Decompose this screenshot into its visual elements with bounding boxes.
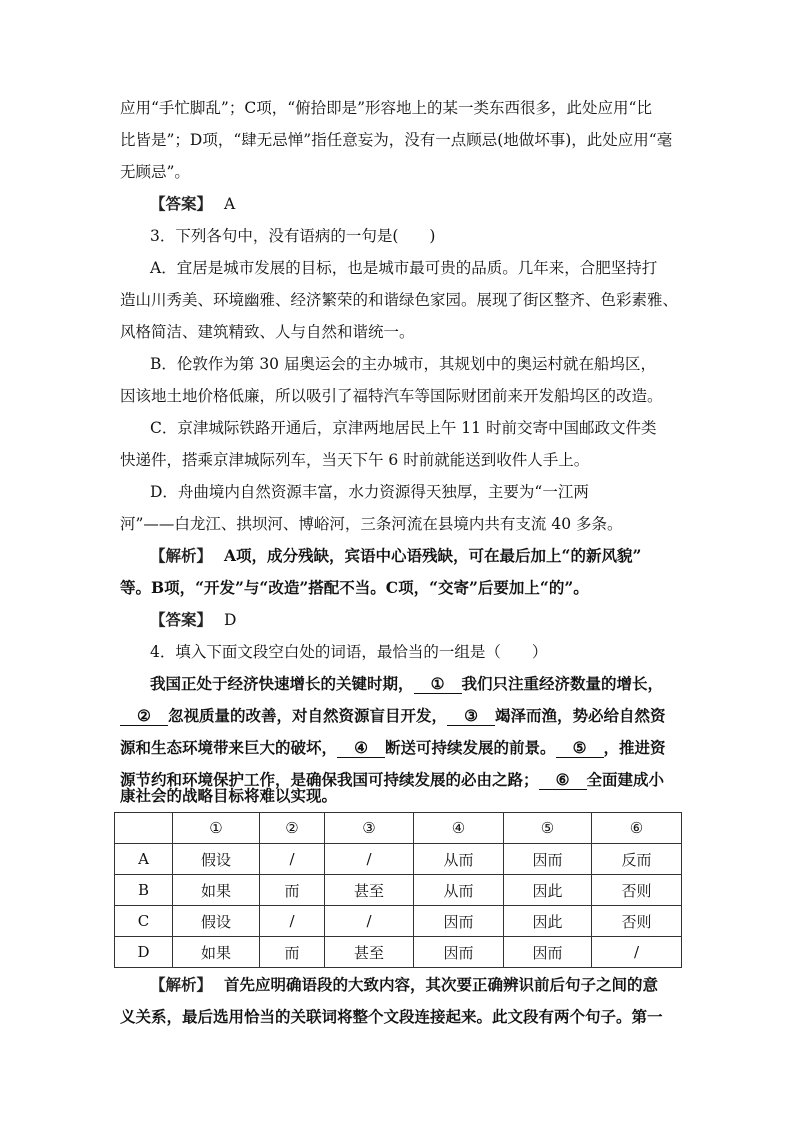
- analysis-label: 【解析】: [150, 975, 213, 994]
- passage-line: [150, 674, 680, 694]
- table-cell: /: [325, 844, 414, 875]
- analysis-line: 等。B项，“开发”与“改造”搭配不当。C项，“交寄”后要加上“的”。: [120, 578, 589, 597]
- passage-text: 源和生态环境带来巨大的破坏，: [120, 738, 338, 757]
- table-cell: 假设: [173, 844, 260, 875]
- passage-text: 源节约和环境保护工作，是确保我国可持续发展的必由之路；: [120, 770, 539, 789]
- table-cell: 甚至: [325, 875, 414, 906]
- question-stem: 4．填入下面文段空白处的词语，最恰当的一组是（ ）: [150, 643, 548, 661]
- blank-4: ④: [337, 739, 385, 758]
- passage-text: 我国正处于经济快速增长的关键时期，: [150, 674, 414, 693]
- table-row: [115, 844, 682, 875]
- option-d-line: 河”——白龙江、拱坝河、博峪河，三条河流在县境内共有支流 40 多条。: [120, 515, 623, 533]
- table-cell: 因此: [504, 906, 592, 937]
- passage-text: ，推进资: [603, 738, 666, 757]
- answer-label: 【答案】: [150, 194, 213, 213]
- blank-2: ②: [120, 707, 168, 726]
- analysis-line: 义关系，最后选用恰当的关联词将整个文段连接起来。此文段有两个句子。第一: [120, 1007, 663, 1026]
- question-stem: 3．下列各句中，没有语病的一句是( ): [150, 227, 436, 245]
- answer-value: D: [224, 611, 237, 629]
- passage-line: 康社会的战略目标将难以实现。: [120, 786, 338, 805]
- table-row: [115, 875, 682, 906]
- text-line: 比皆是”；D项，“肆无忌惮”指任意妄为，没有一点顾忌(地做坏事)，此处应用“毫: [120, 131, 673, 149]
- table-cell: 甚至: [325, 937, 414, 968]
- table-cell: A: [115, 844, 173, 875]
- analysis-line: [150, 546, 680, 566]
- table-cell: ⑥: [592, 813, 682, 844]
- passage-line: [120, 738, 680, 758]
- table-cell: 因而: [504, 844, 592, 875]
- table-cell: 因而: [504, 937, 592, 968]
- option-b-line: B．伦敦作为第 30 届奥运会的主办城市，其规划中的奥运村就在船坞区，: [150, 355, 656, 373]
- passage-text: 忽视质量的改善，对自然资源盲目开发，: [168, 706, 448, 725]
- passage-text: 竭泽而渔，势必给自然资: [495, 706, 666, 725]
- table-cell: ①: [173, 813, 260, 844]
- table-cell: 反而: [592, 844, 682, 875]
- table-cell: 假设: [173, 906, 260, 937]
- table-cell: 因而: [414, 906, 504, 937]
- text-line: 无顾忌”。: [120, 163, 190, 181]
- table-cell: /: [260, 906, 325, 937]
- answer-label: 【答案】: [150, 610, 213, 629]
- answer-line: [150, 610, 680, 630]
- table-cell: 否则: [592, 875, 682, 906]
- table-cell: ③: [325, 813, 414, 844]
- table-cell: /: [260, 844, 325, 875]
- analysis-text: A项，成分残缺，宾语中心语残缺，可在最后加上“的新风貌”: [224, 546, 642, 565]
- option-c-line: 快递件，搭乘京津城际列车，当天下午 6 时前就能送到收件人手上。: [120, 451, 590, 469]
- blank-5: ⑤: [556, 739, 604, 758]
- passage-line: [120, 706, 680, 726]
- option-b-line: 因该地土地价格低廉，所以吸引了福特汽车等国际财团前来开发船坞区的改造。: [120, 387, 663, 405]
- table-cell: 如果: [173, 937, 260, 968]
- table-cell: 从而: [414, 844, 504, 875]
- table-cell: 而: [260, 875, 325, 906]
- option-c-line: C．京津城际铁路开通后，京津两地居民上午 11 时前交寄中国邮政文件类: [150, 419, 657, 437]
- table-cell: /: [592, 937, 682, 968]
- option-a-line: A．宜居是城市发展的目标，也是城市最可贵的品质。几年来，合肥坚持打: [150, 259, 658, 277]
- answer-line: [150, 194, 680, 214]
- blank-3: ③: [447, 707, 495, 726]
- option-a-line: 风格简洁、建筑精致、人与自然和谐统一。: [120, 323, 415, 341]
- option-d-line: D．舟曲境内自然资源丰富，水力资源得天独厚，主要为“一江两: [150, 483, 589, 501]
- analysis-text: 首先应明确语段的大致内容，其次要正确辨识前后句子之间的意: [224, 975, 659, 994]
- table-cell: 否则: [592, 906, 682, 937]
- table-row: [115, 906, 682, 937]
- table-header-row: [115, 813, 682, 844]
- analysis-label: 【解析】: [150, 546, 213, 565]
- table-cell: 因而: [414, 937, 504, 968]
- blank-1: ①: [414, 675, 462, 694]
- table-row: [115, 937, 682, 968]
- option-a-line: 造山川秀美、环境幽雅、经济繁荣的和谐绿色家园。展现了街区整齐、色彩素雅、: [120, 291, 679, 309]
- table-cell: 从而: [414, 875, 504, 906]
- table-cell: 而: [260, 937, 325, 968]
- text-line: 应用“手忙脚乱”；C项，“俯拾即是”形容地上的某一类东西很多，此处应用“比: [120, 99, 652, 117]
- table-cell: B: [115, 875, 173, 906]
- table-cell: ②: [260, 813, 325, 844]
- analysis-line: [150, 975, 680, 995]
- passage-text: 全面建成小: [586, 770, 665, 789]
- passage-text: 我们只注重经济数量的增长，: [461, 674, 664, 693]
- table-cell: 因此: [504, 875, 592, 906]
- table-cell: [115, 813, 173, 844]
- table-cell: D: [115, 937, 173, 968]
- table-cell: /: [325, 906, 414, 937]
- table-cell: C: [115, 906, 173, 937]
- table-cell: ⑤: [504, 813, 592, 844]
- blank-6: ⑥: [539, 771, 587, 790]
- options-table: [114, 812, 682, 968]
- passage-text: 断送可持续发展的前景。: [385, 738, 556, 757]
- table-cell: 如果: [173, 875, 260, 906]
- answer-value: A: [224, 195, 236, 213]
- table-cell: ④: [414, 813, 504, 844]
